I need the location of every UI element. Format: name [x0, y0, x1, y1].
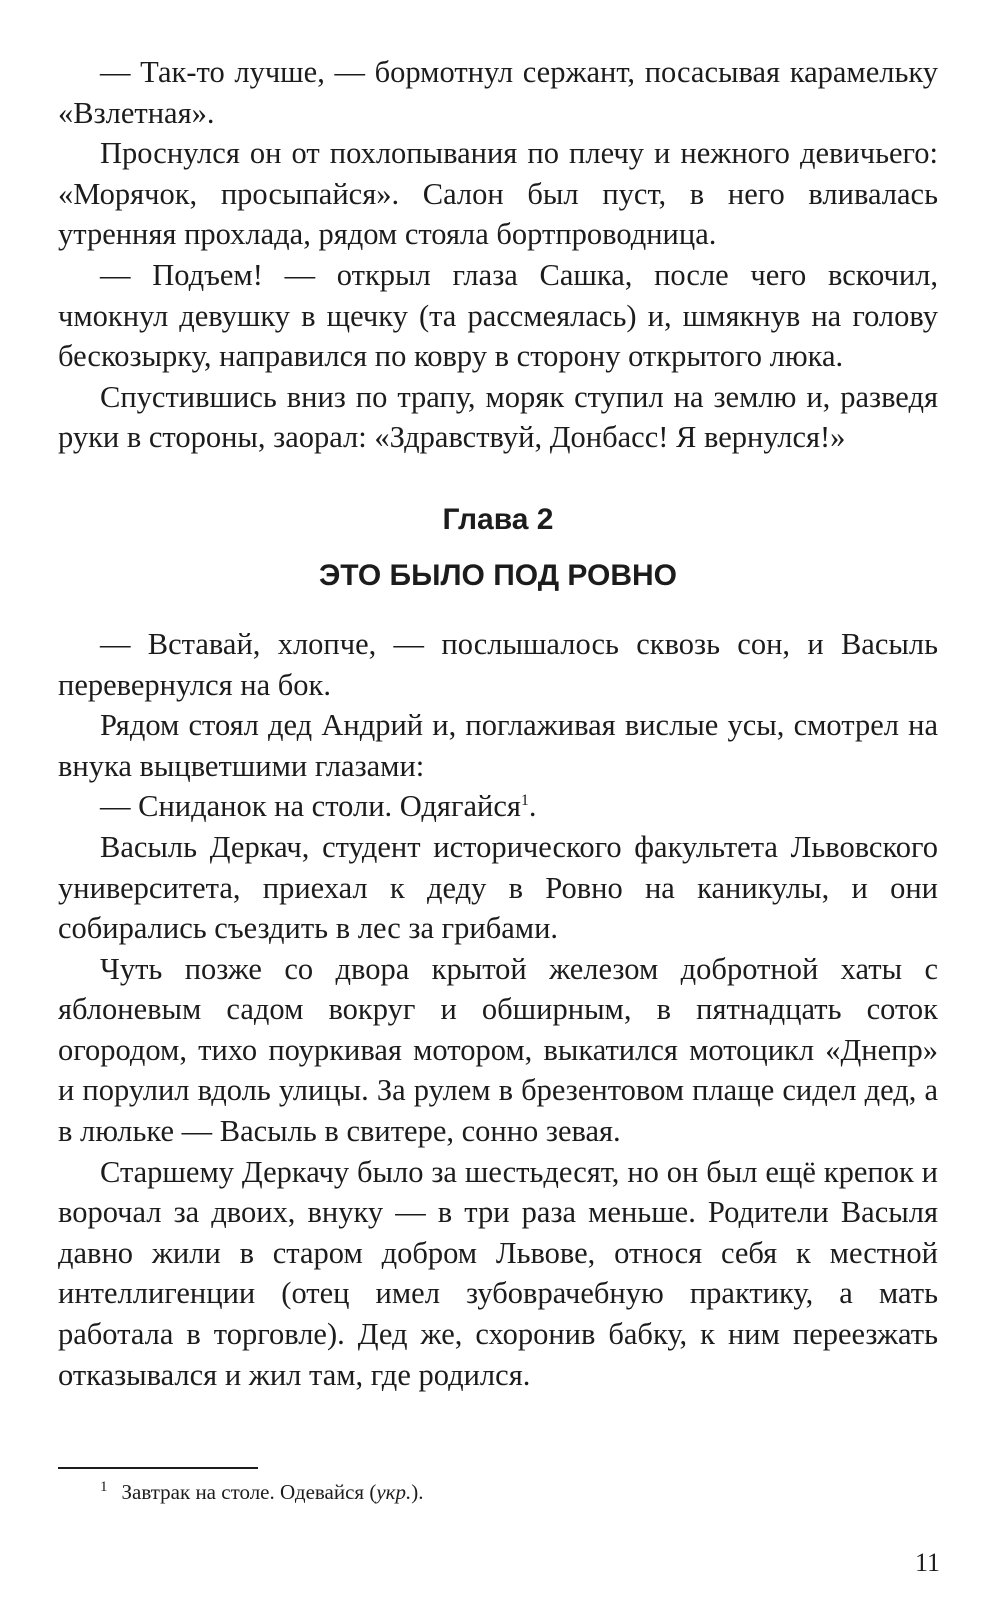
paragraph: Спустившись вниз по трапу, моряк ступил на землю и, разведя руки в стороны, заорал: «Здравствуй, Донбасс! Я вернулся!» [58, 379, 938, 455]
footnote [100, 1478, 423, 1506]
chapter-number: Глава 2 [442, 502, 554, 536]
paragraph-with-footnote [58, 786, 938, 827]
paragraph: — Вставай, хлопче, — послышалось сквозь сон, и Васыль перевернулся на бок. [58, 626, 938, 702]
paragraph-text: — Сниданок на столи. Одягайся [100, 789, 521, 824]
paragraph: Чуть позже со двора крытой железом добротной хаты с яблоневым садом вокруг и обширным, в пятнадцать соток огородом, тихо поуркивая мотором, выкатился мотоцикл «Днепр» и порулил вдоль улицы. За рулем в брезентовом плаще сидел дед, а в люльке — Васыль в свитере, сонно зевая. [58, 951, 938, 1149]
page-body [58, 52, 938, 1395]
footnote-mark: 1 [100, 1479, 108, 1495]
paragraph: — Так-то лучше, — бормотнул сержант, посасывая карамельку «Взлетная». [58, 55, 938, 130]
footnote-text: Завтрак на столе. Одевайся ( [121, 1480, 377, 1504]
paragraph: Старшему Деркачу было за шестьдесят, но он был ещё крепок и ворочал за двоих, внуку — в три раза меньше. Родители Васыля давно жили в старом добром Львове, относя себя к местной интеллигенции (отец имел зубоврачебную практику, а мать работала в торговле). Дед же, схоронив бабку, к ним переезжать отказывался и жил там, где родился. [58, 1154, 938, 1392]
footnote-end: ). [411, 1480, 424, 1504]
chapter-title: ЭТО БЫЛО ПОД РОВНО [318, 558, 678, 592]
footnote-reference[interactable]: 1 [520, 792, 529, 810]
paragraph-end: . [528, 789, 537, 824]
footnote-divider [58, 1467, 258, 1469]
page-number: 11 [914, 1548, 940, 1577]
footnote-language: укр. [376, 1480, 412, 1504]
paragraph: — Подъем! — открыл глаза Сашка, после чего вскочил, чмокнул девушку в щечку (та рассмеялась) и, шмякнув на голову бескозырку, направился по ковру в сторону открытого люка. [58, 257, 938, 374]
paragraph: Васыль Деркач, студент исторического факультета Львовского университета, приехал к деду в Ровно на каникулы, и они собирались съездить в лес за грибами. [58, 829, 938, 946]
paragraph: Проснулся он от похлопывания по плечу и нежного девичьего: «Морячок, просыпайся». Салон был пуст, в него вливалась утренняя прохлада, рядом стояла бортпроводница. [58, 136, 938, 252]
paragraph: Рядом стоял дед Андрий и, поглаживая вислые усы, смотрел на внука выцветшими глазами: [58, 708, 938, 783]
